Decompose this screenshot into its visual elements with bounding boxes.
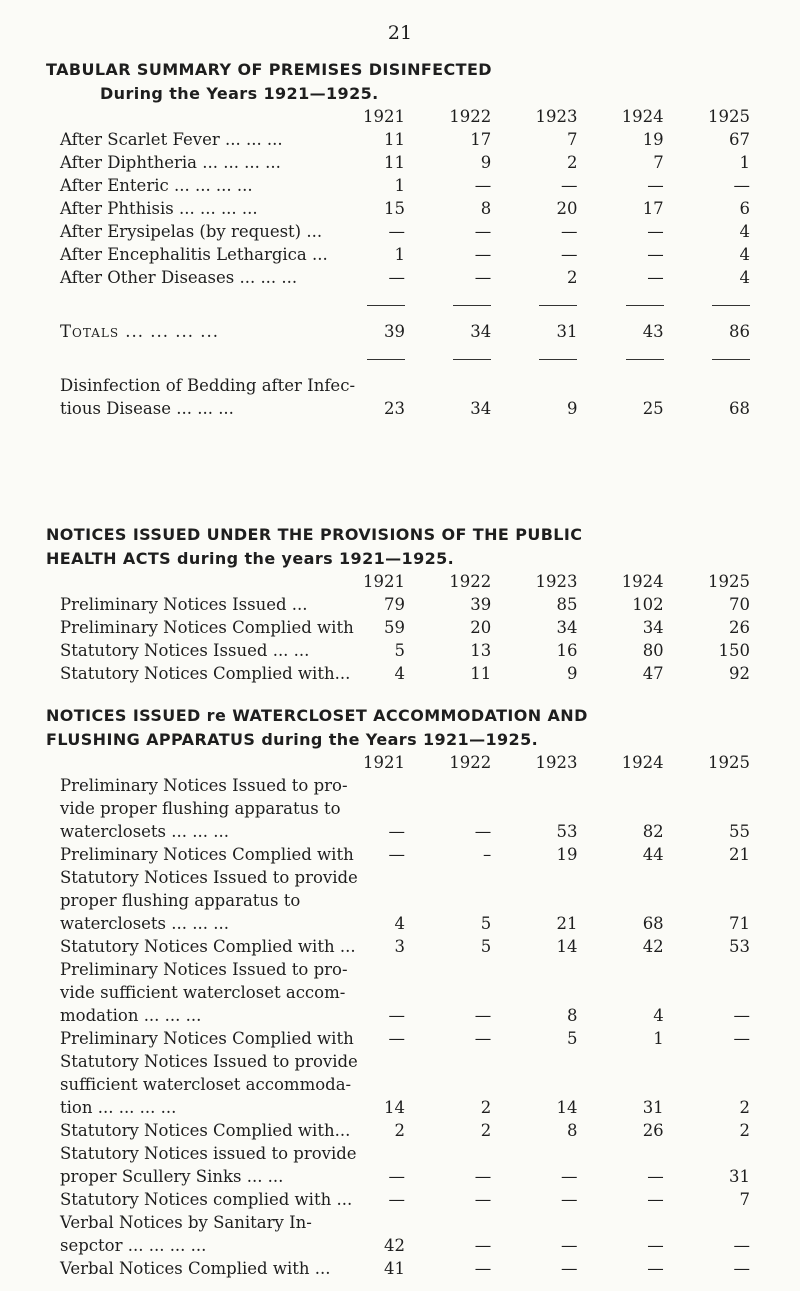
- value-cell: [577, 1073, 663, 1096]
- notice-row-label: [60, 774, 750, 797]
- notice-row: [60, 616, 750, 639]
- value-cell: —: [474, 1259, 492, 1278]
- value-cell: 14: [383, 1098, 405, 1117]
- section-title: NOTICES ISSUED re WATERCLOSET ACCOMMODATION AND: [46, 706, 588, 725]
- public-health-notices-table: [60, 571, 750, 685]
- value-cell: 59: [383, 618, 405, 637]
- value-cell: —: [647, 176, 664, 195]
- notice-row: [60, 1027, 750, 1050]
- value-cell: 79: [383, 595, 405, 614]
- value-cell: —: [474, 1006, 492, 1025]
- value-cell: —: [733, 1259, 750, 1278]
- value-cell: 43: [642, 322, 664, 341]
- row-label: After Enteric ... ... ... ...: [60, 176, 253, 195]
- value-cell: 14: [556, 1098, 578, 1117]
- value-cell: 34: [470, 399, 492, 418]
- value-cell: —: [560, 1259, 578, 1278]
- value-cell: —: [560, 1167, 578, 1186]
- header-spacer: [60, 752, 319, 774]
- row-label: Preliminary Notices Issued to pro-: [60, 960, 348, 979]
- value-cell: –: [482, 845, 492, 864]
- notice-row-label: [60, 866, 750, 889]
- disinfection-row: [60, 266, 750, 289]
- value-cell: [664, 797, 750, 820]
- value-cell: [405, 374, 491, 397]
- notice-row: [60, 935, 750, 958]
- divider-rule: [367, 359, 405, 360]
- value-cell: 14: [556, 937, 578, 956]
- value-cell: 1: [739, 153, 750, 172]
- value-cell: [577, 889, 663, 912]
- year-header: 1922: [449, 572, 492, 591]
- value-cell: 2: [739, 1121, 750, 1140]
- year-header-row: [60, 571, 750, 593]
- bedding-row-label: [60, 374, 750, 397]
- value-cell: —: [647, 1236, 664, 1255]
- row-label: Preliminary Notices Complied with: [60, 845, 354, 864]
- row-label: Preliminary Notices Complied with: [60, 1029, 354, 1048]
- value-cell: [405, 1073, 491, 1096]
- watercloset-notices-table: [60, 752, 750, 1280]
- value-cell: [405, 866, 491, 889]
- header-spacer: [60, 571, 319, 593]
- notice-row: [60, 820, 750, 843]
- row-label: After Phthisis ... ... ... ...: [60, 199, 258, 218]
- row-label: waterclosets ... ... ...: [60, 822, 229, 841]
- value-cell: [664, 374, 750, 397]
- value-cell: [664, 958, 750, 981]
- value-cell: 9: [566, 399, 578, 418]
- notice-row-label: [60, 958, 750, 981]
- value-cell: 25: [642, 399, 664, 418]
- value-cell: 19: [642, 130, 664, 149]
- value-cell: —: [733, 1006, 750, 1025]
- value-cell: 11: [383, 153, 405, 172]
- value-cell: 7: [653, 153, 664, 172]
- value-cell: 4: [739, 268, 750, 287]
- value-cell: 17: [470, 130, 492, 149]
- value-cell: 31: [729, 1167, 750, 1186]
- value-cell: 19: [556, 845, 578, 864]
- notice-row-label: [60, 1073, 750, 1096]
- value-cell: —: [560, 1190, 578, 1209]
- value-cell: 1: [394, 176, 405, 195]
- disinfection-row: [60, 151, 750, 174]
- value-cell: 42: [383, 1236, 405, 1255]
- value-cell: [664, 1211, 750, 1234]
- value-cell: 17: [642, 199, 664, 218]
- value-cell: 23: [383, 399, 405, 418]
- value-cell: —: [474, 1167, 492, 1186]
- value-cell: 8: [480, 199, 492, 218]
- value-cell: 42: [642, 937, 664, 956]
- divider-rule: [712, 305, 750, 306]
- value-cell: —: [474, 1029, 492, 1048]
- year-header-row: [60, 752, 750, 774]
- notice-row: [60, 1257, 750, 1280]
- value-cell: —: [474, 176, 492, 195]
- section-title-cont: FLUSHING APPARATUS during the Years 1921—1925.: [46, 730, 539, 749]
- notice-row: [60, 593, 750, 616]
- year-header: 1921: [362, 572, 405, 591]
- value-cell: [664, 981, 750, 1004]
- notice-row: [60, 1004, 750, 1027]
- row-label: tious Disease ... ... ...: [60, 399, 234, 418]
- row-label: After Encephalitis Lethargica ...: [60, 245, 328, 264]
- total-rule-row: [60, 289, 750, 320]
- year-header: 1923: [535, 107, 578, 126]
- value-cell: 2: [480, 1121, 492, 1140]
- value-cell: 47: [642, 664, 664, 683]
- value-cell: [577, 981, 663, 1004]
- row-label: Verbal Notices by Sanitary In-: [60, 1213, 312, 1232]
- value-cell: —: [733, 1029, 750, 1048]
- value-cell: [577, 866, 663, 889]
- notice-row-label: [60, 889, 750, 912]
- value-cell: [491, 1050, 577, 1073]
- value-cell: [664, 866, 750, 889]
- year-header-row: [60, 106, 750, 128]
- value-cell: 4: [394, 914, 405, 933]
- page-number: 21: [387, 22, 413, 44]
- year-header: 1922: [449, 107, 492, 126]
- section-title: NOTICES ISSUED UNDER THE PROVISIONS OF THE PUBLIC: [46, 525, 583, 544]
- value-cell: [491, 958, 577, 981]
- value-cell: [577, 374, 663, 397]
- value-cell: [664, 1142, 750, 1165]
- value-cell: 26: [642, 1121, 664, 1140]
- value-cell: [319, 1211, 405, 1234]
- notice-row: [60, 662, 750, 685]
- value-cell: 8: [566, 1006, 578, 1025]
- value-cell: [491, 1073, 577, 1096]
- row-label: Statutory Notices complied with ...: [60, 1190, 353, 1209]
- value-cell: [577, 958, 663, 981]
- value-cell: 9: [480, 153, 492, 172]
- row-label: Preliminary Notices Issued to pro-: [60, 776, 348, 795]
- value-cell: —: [733, 1236, 750, 1255]
- value-cell: [405, 774, 491, 797]
- value-cell: 21: [556, 914, 578, 933]
- value-cell: 3: [394, 937, 405, 956]
- value-cell: 21: [729, 845, 750, 864]
- value-cell: 5: [566, 1029, 578, 1048]
- value-cell: 20: [556, 199, 578, 218]
- value-cell: 15: [383, 199, 405, 218]
- value-cell: [491, 1142, 577, 1165]
- value-cell: 67: [729, 130, 750, 149]
- value-cell: —: [388, 822, 405, 841]
- year-header: 1921: [362, 107, 405, 126]
- value-cell: 6: [739, 199, 750, 218]
- value-cell: 34: [470, 322, 492, 341]
- value-cell: —: [647, 1190, 664, 1209]
- value-cell: 31: [556, 322, 578, 341]
- notice-row-label: [60, 797, 750, 820]
- value-cell: —: [388, 845, 405, 864]
- row-label: After Other Diseases ... ... ...: [60, 268, 298, 287]
- notice-row: [60, 639, 750, 662]
- year-header: 1924: [621, 107, 664, 126]
- row-label: waterclosets ... ... ...: [60, 914, 229, 933]
- value-cell: —: [474, 222, 492, 241]
- disinfection-row: [60, 243, 750, 266]
- value-cell: [405, 797, 491, 820]
- value-cell: —: [733, 176, 750, 195]
- divider-rule: [712, 359, 750, 360]
- year-header: 1924: [621, 572, 664, 591]
- value-cell: 41: [383, 1259, 405, 1278]
- disinfection-row: [60, 197, 750, 220]
- value-cell: —: [560, 1236, 578, 1255]
- row-label: Statutory Notices issued to provide: [60, 1144, 357, 1163]
- value-cell: [577, 1211, 663, 1234]
- year-header: 1923: [535, 572, 578, 591]
- value-cell: [405, 1050, 491, 1073]
- value-cell: [491, 1211, 577, 1234]
- divider-rule: [453, 359, 491, 360]
- value-cell: —: [647, 1167, 664, 1186]
- value-cell: —: [388, 1190, 405, 1209]
- row-label: modation ... ... ...: [60, 1006, 202, 1025]
- value-cell: 1: [653, 1029, 664, 1048]
- value-cell: [664, 1050, 750, 1073]
- value-cell: 80: [642, 641, 664, 660]
- divider-rule: [539, 305, 577, 306]
- value-cell: 4: [739, 245, 750, 264]
- value-cell: 4: [394, 664, 405, 683]
- value-cell: [491, 774, 577, 797]
- value-cell: 53: [556, 822, 578, 841]
- value-cell: 2: [566, 153, 578, 172]
- value-cell: 8: [566, 1121, 578, 1140]
- value-cell: 13: [470, 641, 492, 660]
- row-label: Verbal Notices Complied with ...: [60, 1259, 331, 1278]
- divider-rule: [539, 359, 577, 360]
- value-cell: 5: [480, 937, 492, 956]
- value-cell: [577, 774, 663, 797]
- value-cell: 2: [739, 1098, 750, 1117]
- value-cell: 92: [729, 664, 750, 683]
- value-cell: 7: [739, 1190, 750, 1209]
- notice-row: [60, 1096, 750, 1119]
- row-label: vide sufficient watercloset accom-: [60, 983, 346, 1002]
- row-label: After Erysipelas (by request) ...: [60, 222, 323, 241]
- value-cell: —: [474, 1236, 492, 1255]
- value-cell: 68: [642, 914, 664, 933]
- row-label: Preliminary Notices Complied with: [60, 618, 354, 637]
- value-cell: —: [647, 268, 664, 287]
- value-cell: [577, 1142, 663, 1165]
- row-label: Statutory Notices Complied with...: [60, 664, 351, 683]
- value-cell: [577, 797, 663, 820]
- value-cell: [405, 981, 491, 1004]
- row-label: sufficient watercloset accommoda-: [60, 1075, 352, 1094]
- value-cell: [405, 1211, 491, 1234]
- notice-row-label: [60, 1050, 750, 1073]
- value-cell: 34: [556, 618, 578, 637]
- value-cell: [664, 1073, 750, 1096]
- notice-row-label: [60, 1211, 750, 1234]
- value-cell: 68: [729, 399, 750, 418]
- divider-rule: [453, 305, 491, 306]
- notice-row-label: [60, 981, 750, 1004]
- notice-row-label: [60, 1142, 750, 1165]
- value-cell: 2: [394, 1121, 405, 1140]
- value-cell: 26: [729, 618, 750, 637]
- value-cell: [405, 958, 491, 981]
- row-label: Disinfection of Bedding after Infec-: [60, 376, 356, 395]
- year-header: 1924: [621, 753, 664, 772]
- divider-rule: [626, 305, 664, 306]
- year-header: 1921: [362, 753, 405, 772]
- year-header: 1922: [449, 753, 492, 772]
- value-cell: 53: [729, 937, 750, 956]
- value-cell: 102: [632, 595, 664, 614]
- value-cell: [405, 1142, 491, 1165]
- value-cell: 150: [718, 641, 750, 660]
- disinfection-row: [60, 128, 750, 151]
- value-cell: —: [388, 1029, 405, 1048]
- value-cell: 44: [642, 845, 664, 864]
- value-cell: 11: [470, 664, 492, 683]
- value-cell: 4: [739, 222, 750, 241]
- notice-row: [60, 843, 750, 866]
- premises-disinfected-section: [46, 58, 750, 420]
- row-label: After Diphtheria ... ... ... ...: [60, 153, 281, 172]
- value-cell: 20: [470, 618, 492, 637]
- value-cell: [319, 889, 405, 912]
- value-cell: [491, 374, 577, 397]
- row-label: After Scarlet Fever ... ... ...: [60, 130, 283, 149]
- value-cell: 5: [394, 641, 405, 660]
- section-title: TABULAR SUMMARY OF PREMISES DISINFECTED: [46, 60, 492, 79]
- value-cell: [664, 774, 750, 797]
- premises-disinfected-table: [60, 106, 750, 420]
- value-cell: [405, 889, 491, 912]
- value-cell: [491, 797, 577, 820]
- section-subtitle: During the Years 1921—1925.: [100, 84, 379, 103]
- row-label: sepctor ... ... ... ...: [60, 1236, 207, 1255]
- row-label: vide proper flushing apparatus to: [60, 799, 341, 818]
- row-label: Statutory Notices Complied with...: [60, 1121, 351, 1140]
- value-cell: 86: [729, 322, 750, 341]
- value-cell: 82: [642, 822, 664, 841]
- value-cell: [491, 981, 577, 1004]
- value-cell: 11: [383, 130, 405, 149]
- value-cell: —: [474, 268, 492, 287]
- year-header: 1925: [708, 572, 750, 591]
- value-cell: —: [388, 268, 405, 287]
- totals-row: [60, 320, 750, 343]
- value-cell: —: [388, 1006, 405, 1025]
- value-cell: 71: [729, 914, 750, 933]
- divider-rule: [626, 359, 664, 360]
- notice-row: [60, 1119, 750, 1142]
- notice-row: [60, 1234, 750, 1257]
- row-label: proper Scullery Sinks ... ...: [60, 1167, 284, 1186]
- year-header: 1925: [708, 107, 750, 126]
- value-cell: 1: [394, 245, 405, 264]
- row-label: Totals ... ... ... ...: [60, 322, 219, 341]
- notice-row: [60, 1188, 750, 1211]
- value-cell: —: [474, 822, 492, 841]
- value-cell: —: [560, 245, 578, 264]
- row-label: Preliminary Notices Issued ...: [60, 595, 308, 614]
- public-health-notices-section: [46, 523, 750, 685]
- disinfection-row: [60, 220, 750, 243]
- value-cell: 85: [556, 595, 578, 614]
- row-label: proper flushing apparatus to: [60, 891, 301, 910]
- value-cell: [577, 1050, 663, 1073]
- row-label: Statutory Notices Issued to provide: [60, 868, 358, 887]
- value-cell: 2: [480, 1098, 492, 1117]
- total-rule-row: [60, 343, 750, 374]
- value-cell: 9: [566, 664, 578, 683]
- value-cell: —: [474, 1190, 492, 1209]
- divider-rule: [367, 305, 405, 306]
- value-cell: 16: [556, 641, 578, 660]
- value-cell: 4: [653, 1006, 664, 1025]
- disinfection-row: [60, 174, 750, 197]
- value-cell: 7: [566, 130, 578, 149]
- value-cell: —: [388, 222, 405, 241]
- value-cell: 70: [729, 595, 750, 614]
- bedding-row: [60, 397, 750, 420]
- value-cell: —: [388, 1167, 405, 1186]
- row-label: Statutory Notices Issued to provide: [60, 1052, 358, 1071]
- value-cell: 39: [383, 322, 405, 341]
- value-cell: —: [647, 245, 664, 264]
- value-cell: 31: [642, 1098, 664, 1117]
- watercloset-notices-section: [46, 704, 750, 1280]
- value-cell: [491, 866, 577, 889]
- header-spacer: [60, 106, 319, 128]
- section-title-cont: HEALTH ACTS during the years 1921—1925.: [46, 549, 455, 568]
- value-cell: —: [560, 176, 578, 195]
- value-cell: 55: [729, 822, 750, 841]
- value-cell: —: [560, 222, 578, 241]
- value-cell: 5: [480, 914, 492, 933]
- value-cell: —: [647, 1259, 664, 1278]
- value-cell: —: [474, 245, 492, 264]
- value-cell: [664, 889, 750, 912]
- row-label: Statutory Notices Issued ... ...: [60, 641, 310, 660]
- year-header: 1925: [708, 753, 750, 772]
- row-label: Statutory Notices Complied with ...: [60, 937, 356, 956]
- value-cell: 2: [566, 268, 578, 287]
- notice-row: [60, 1165, 750, 1188]
- value-cell: 39: [470, 595, 492, 614]
- notice-row: [60, 912, 750, 935]
- row-label: tion ... ... ... ...: [60, 1098, 177, 1117]
- value-cell: 34: [642, 618, 664, 637]
- year-header: 1923: [535, 753, 578, 772]
- value-cell: [491, 889, 577, 912]
- value-cell: —: [647, 222, 664, 241]
